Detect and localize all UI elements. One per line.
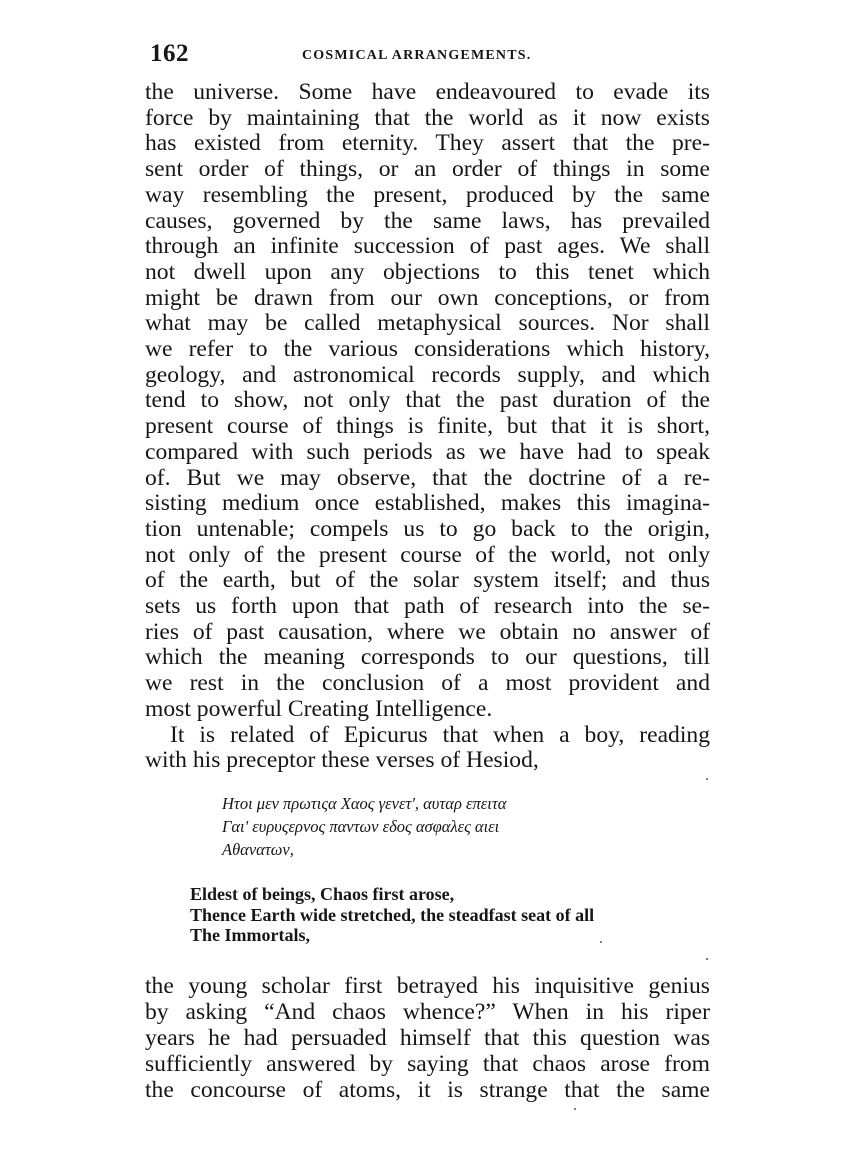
text-line: might be drawn from our own conceptions, or from xyxy=(145,284,710,311)
text-line: way resembling the present, produced by the same xyxy=(145,181,710,208)
text-line: force by maintaining that the world as it now exists xyxy=(145,104,710,131)
english-verse-translation xyxy=(190,884,670,946)
text-line: has existed from eternity. They assert that the pre- xyxy=(145,130,710,157)
running-head xyxy=(150,40,710,74)
english-verse-line: Thence Earth wide stretched, the steadfast seat of all xyxy=(190,904,595,925)
text-line: through an infinite succession of past ages. We shall xyxy=(145,233,710,260)
greek-verse-line: Ητοι μεν πρωτιςα Χαος γενετ', αυταρ επειτα xyxy=(222,794,507,813)
text-line: of the earth, but of the solar system itself; and thus xyxy=(145,567,710,594)
text-line: sufficiently answered by saying that chaos arose from xyxy=(145,1051,710,1077)
text-line: not dwell upon any objections to this tenet which xyxy=(145,258,710,285)
text-line: we refer to the various considerations which history, xyxy=(145,336,710,363)
print-speck xyxy=(706,778,708,780)
text-line: with his preceptor these verses of Hesiod, xyxy=(145,747,539,774)
text-line: we rest in the conclusion of a most provident and xyxy=(145,670,710,697)
text-line: present course of things is finite, but that it is short, xyxy=(145,413,710,440)
print-speck xyxy=(706,958,708,960)
text-line: which the meaning corresponds to our questions, till xyxy=(145,644,710,671)
greek-verse-quote xyxy=(222,792,622,861)
text-line: of. But we may observe, that the doctrine of a re- xyxy=(145,464,710,491)
text-line: tend to show, not only that the past duration of the xyxy=(145,387,710,414)
text-line: sisting medium once established, makes this imagina- xyxy=(145,490,710,517)
continuation-text-block xyxy=(145,973,710,1103)
main-text-block xyxy=(145,80,710,774)
text-line: It is related of Epicurus that when a boy, reading xyxy=(170,721,710,748)
text-line: the young scholar first betrayed his inquisitive genius xyxy=(145,973,710,999)
print-speck xyxy=(600,941,602,943)
text-line: geology, and astronomical records supply, and which xyxy=(145,361,710,388)
text-line: the universe. Some have endeavoured to evade its xyxy=(145,79,710,105)
text-line: compared with such periods as we have had to speak xyxy=(145,438,710,465)
text-line: by asking “And chaos whence?” When in his riper xyxy=(145,999,710,1025)
running-title: COSMICAL ARRANGEMENTS. xyxy=(302,48,532,63)
text-line: not only of the present course of the world, not only xyxy=(145,541,710,568)
text-line: years he had persuaded himself that this question was xyxy=(145,1025,710,1051)
text-line: causes, governed by the same laws, has prevailed xyxy=(145,207,710,234)
text-line: sets us forth upon that path of research into the se- xyxy=(145,593,710,620)
text-line: ries of past causation, where we obtain no answer of xyxy=(145,618,710,645)
text-line: the concourse of atoms, it is strange that the same xyxy=(145,1077,710,1103)
page-number: 162 xyxy=(150,40,189,67)
greek-verse-line: Αθανατων, xyxy=(222,840,294,859)
english-verse-line: Eldest of beings, Chaos first arose, xyxy=(190,884,455,904)
text-line: what may be called metaphysical sources. Nor shall xyxy=(145,310,710,337)
text-line: sent order of things, or an order of things in some xyxy=(145,156,710,183)
english-verse-line: The Immortals, xyxy=(190,925,310,945)
greek-verse-line: Γαι' ευρυςερνος παντων εδος ασφαλες αιει xyxy=(222,817,500,836)
text-line: most powerful Creating Intelligence. xyxy=(145,695,493,722)
print-speck xyxy=(574,1108,576,1110)
text-line: tion untenable; compels us to go back to the origin, xyxy=(145,515,710,542)
